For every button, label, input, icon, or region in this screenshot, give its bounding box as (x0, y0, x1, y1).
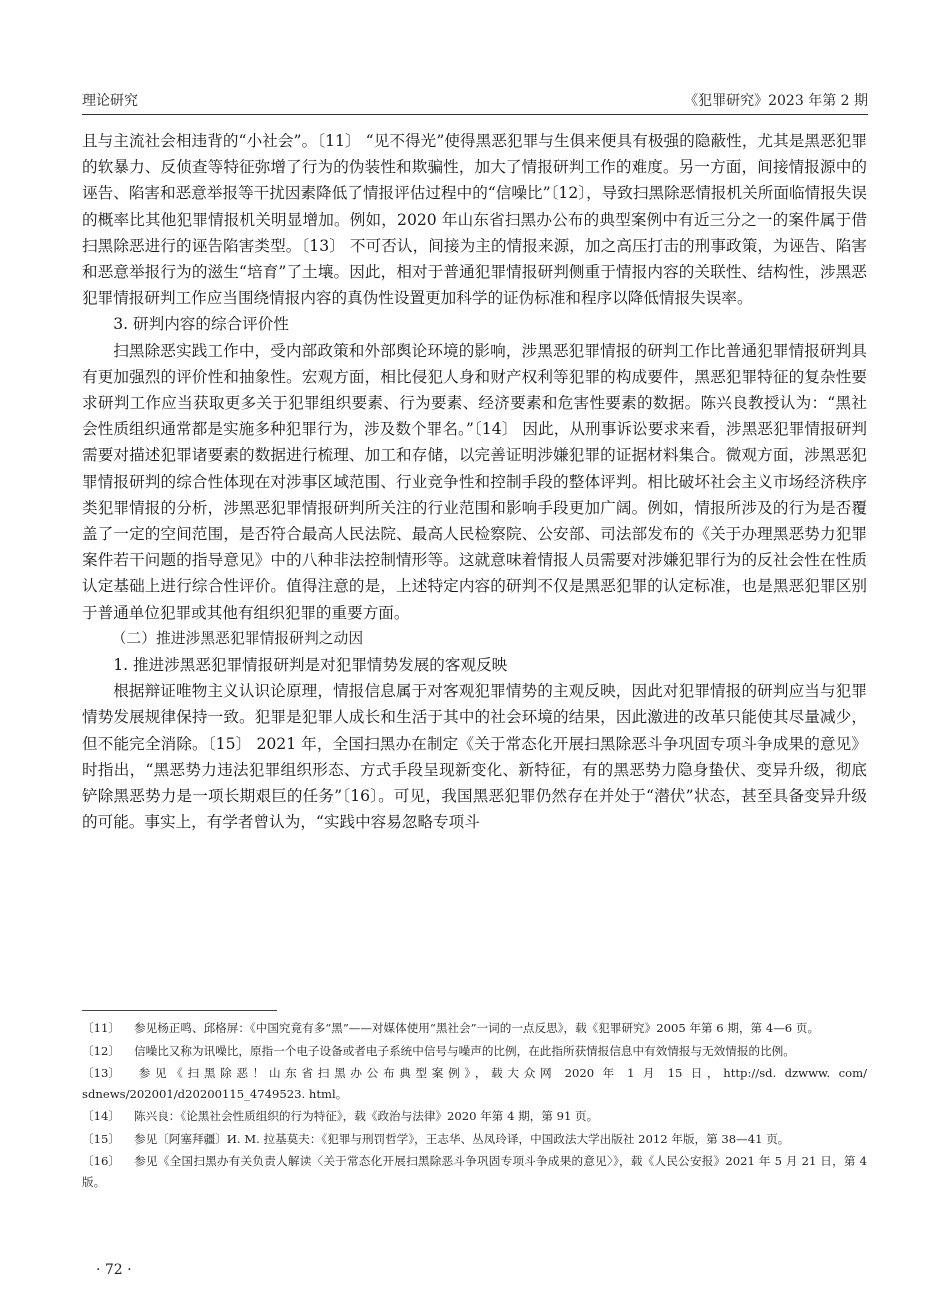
paragraph-objective-reflection: 根据辩证唯物主义认识论原理，情报信息属于对客观犯罪情势的主观反映，因此对犯罪情报的研判应当与犯罪情势发展规律保持一致。犯罪是犯罪人成长和生活于其中的社会环境的结果，因此激进的改革只能使其尽量减少，但不能完全消除。〔15〕 2021 年，全国扫黑办在制定《关于常态化开展扫黑除恶斗争巩固专项斗争成果的意见》时指出，“黑恶势力违法犯罪组织形态、方式手段呈现新变化、新特征，有的黑恶势力隐身蛰伏、变异升级，彻底铲除黑恶势力是一项长期艰巨的任务”〔16〕。可见，我国黑恶犯罪仍然存在并处于“潜伏”状态，甚至具备变异升级的可能。事实上，有学者曾认为，“实践中容易忽略专项斗 (82, 682, 867, 832)
running-header (82, 88, 868, 112)
footnote-15: 〔15〕 参见〔阿塞拜疆〕И. М. 拉基莫夫：《犯罪与刑罚哲学》，王志华、丛凤玲译，中国政法大学出版社 2012 年版，第 38—41 页。 (82, 1131, 790, 1146)
footnote-11: 〔11〕 参见杨正鸣、邱格屏：《中国究竟有多“黑”——对媒体使用“黑社会”一词的一点反思》，载《犯罪研究》2005 年第 6 期，第 4—6 页。 (82, 1021, 820, 1035)
main-text (82, 128, 867, 835)
header-journal-issue: 《犯罪研究》2023 年第 2 期 (684, 93, 868, 109)
footnote-16: 〔16〕 参见《全国扫黑办有关负责人解读〈关于常态化开展扫黑除恶斗争巩固专项斗争成果的意见〉》，载《人民公安报》2021 年 5 月 21 日，第 4 版。 (82, 1154, 867, 1189)
page-number: · 72 · (96, 1262, 132, 1278)
footnote-13: 〔13〕 参见《扫黑除恶！山东省扫黑办公布典型案例》，载大众网 2020 年 1 月 15 日，http://sd. dzwww. com/ sdnews/202001/d20200115_4749523. html。 (82, 1066, 867, 1101)
subheading-1: 1. 推进涉黑恶犯罪情报研判是对犯罪情势发展的客观反映 (113, 656, 508, 675)
footnotes (82, 1018, 867, 1194)
subheading-3: 3. 研判内容的综合评价性 (113, 315, 289, 334)
section-heading-2: （二）推进涉黑恶犯罪情报研判之动因 (111, 629, 364, 647)
header-section-title: 理论研究 (82, 93, 138, 109)
footnote-14: 〔14〕 陈兴良：《论黑社会性质组织的行为特征》，载《政治与法律》2020 年第 4 期，第 91 页。 (82, 1109, 599, 1123)
footnote-rule (82, 1010, 277, 1011)
paragraph-continued: 且与主流社会相违背的“小社会”。〔11〕 “见不得光”使得黑恶犯罪与生俱来便具有极强的隐蔽性，尤其是黑恶犯罪的软暴力、反侦查等特征弥增了行为的伪装性和欺骗性，加大了情报研判工作的难度。另一方面，间接情报源中的诬告、陷害和恶意举报等干扰因素降低了情报评估过程中的“信噪比”〔12〕，导致扫黑除恶情报机关所面临情报失误的概率比其他犯罪情报机关明显增加。例如，2020 年山东省扫黑办公布的典型案例中有近三分之一的案件属于借扫黑除恶进行的诬告陷害类型。〔13〕 不可否认，间接为主的情报来源，加之高压打击的刑事政策，为诬告、陷害和恶意举报行为的滋生“培育”了土壤。因此，相对于普通犯罪情报研判侧重于情报内容的关联性、结构性，涉黑恶犯罪情报研判工作应当围绕情报内容的真伪性设置更加科学的证伪标准和程序以降低情报失误率。 (82, 132, 867, 308)
footnote-12: 〔12〕 信噪比又称为讯噪比，原指一个电子设备或者电子系统中信号与噪声的比例，在此指所获情报信息中有效情报与无效情报的比例。 (82, 1043, 795, 1058)
header-rule (82, 114, 868, 115)
paragraph-comprehensive-evaluation: 扫黑除恶实践工作中，受内部政策和外部舆论环境的影响，涉黑恶犯罪情报的研判工作比普通犯罪情报研判具有更加强烈的评价性和抽象性。宏观方面，相比侵犯人身和财产权利等犯罪的构成要件，黑恶犯罪特征的复杂性要求研判工作应当获取更多关于犯罪组织要素、行为要素、经济要素和危害性要素的数据。陈兴良教授认为：“黑社会性质组织通常都是实施多种犯罪行为，涉及数个罪名。”〔14〕 因此，从刑事诉讼要求来看，涉黑恶犯罪情报研判需要对描述犯罪诸要素的数据进行梳理、加工和存储，以完善证明涉嫌犯罪的证据材料集合。微观方面，涉黑恶犯罪情报研判的综合性体现在对涉事区域范围、行业竞争性和控制手段的整体评判。相比破坏社会主义市场经济秩序类犯罪情报的分析，涉黑恶犯罪情报研判所关注的行业范围和影响手段更加广阔。例如，情报所涉及的行为是否覆盖了一定的空间范围，是否符合最高人民法院、最高人民检察院、公安部、司法部发布的《关于办理黑恶势力犯罪案件若干问题的指导意见》中的八种非法控制情形等。这就意味着情报人员需要对涉嫌犯罪行为的反社会性在性质认定基础上进行综合性评价。值得注意的是，上述特定内容的研判不仅是黑恶犯罪的认定标准，也是黑恶犯罪区别于普通单位犯罪或其他有组织犯罪的重要方面。 (82, 341, 867, 622)
